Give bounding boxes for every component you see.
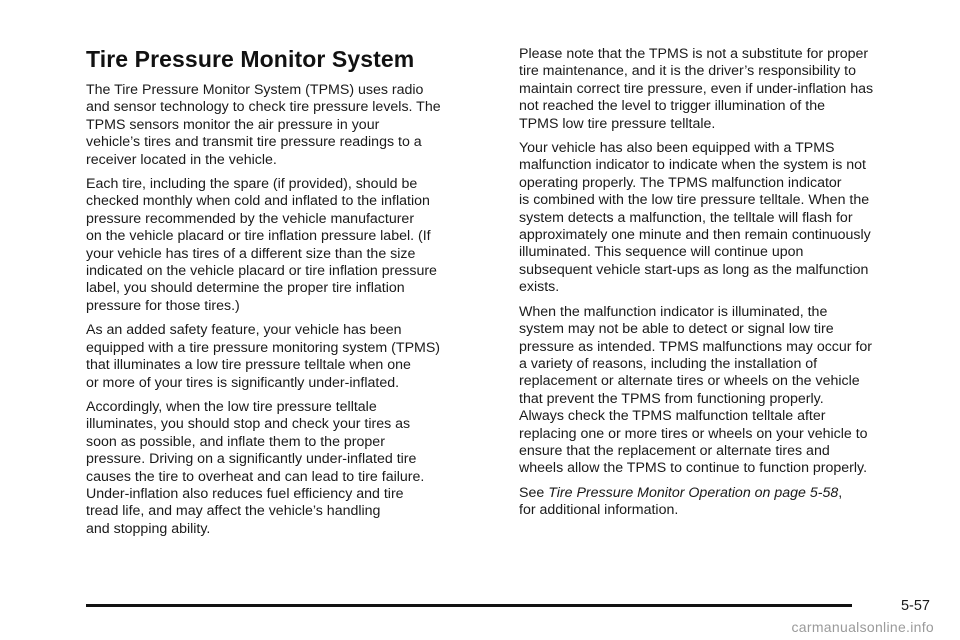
paragraph-malfunction-indicator: Your vehicle has also been equipped with a TPMS malfunction indicator to indicate when the system is not operating properly. The TPMS malfunction indicator is combined with the low tire pressure telltale. When the system detects a malfunction, the telltale will flash for approximately one minute and then remain continuously illuminated. This sequence will continue upon subsequent vehicle start-ups as long as the malfunction exists. — [519, 140, 871, 296]
paragraph-not-substitute: Please note that the TPMS is not a substitute for proper tire maintenance, and it is the driver’s responsibility to maintain correct tire pressure, even if under-inflation has not reached the level to trigger illumination of the TPMS low tire pressure telltale. — [519, 46, 874, 132]
footer-rule — [86, 604, 852, 607]
see-also-suffix: , for additional information. — [519, 484, 843, 519]
watermark-text: carmanualsonline.info — [791, 619, 934, 635]
paragraph-malfunction-illuminated: When the malfunction indicator is illuminated, the system may not be able to detect or signal low tire pressure as intended. TPMS malfunctions may occur for a variety of reasons, including the installation of replacement or alternate tires or wheels on the vehicle that prevent the TPMS from functioning properly. Always check the TPMS malfunction telltale after replacing one or more tires or wheels on your vehicle to ensure that the replacement or alternate tires and wheels allow the TPMS to continue to function properly. — [519, 303, 873, 477]
page-number: 5-57 — [900, 598, 930, 614]
paragraph-monthly-check: Each tire, including the spare (if provided), should be checked monthly when cold and inflated to the inflation pressure recommended by the vehicle manufacturer on the vehicle placard or tire inflation pressure label. (If your vehicle has tires of a different size than the size indicated on the vehicle placard or tire inflation pressure label, you should determine the proper tire inflation pressure for those tires.) — [86, 176, 437, 314]
paragraph-telltale-action: Accordingly, when the low tire pressure telltale illuminates, you should stop and check your tires as soon as possible, and inflate them to the proper pressure. Driving on a significantly under-inflated tire causes the tire to overheat and can lead to tire failure. Under-inflation also reduces fuel efficiency and tire tread life, and may affect the vehicle’s handling and stopping ability. — [86, 398, 425, 537]
section-title: Tire Pressure Monitor System — [86, 46, 415, 72]
cross-reference-link[interactable]: Tire Pressure Monitor Operation on page 5-58 — [548, 484, 839, 501]
paragraph-see-also — [519, 485, 929, 520]
left-column — [86, 46, 494, 545]
paragraph-safety-feature: As an added safety feature, your vehicle has been equipped with a tire pressure monitoring system (TPMS) that illuminates a low tire pressure telltale when one or more of your tires is significantly under-inflated. — [86, 322, 441, 391]
paragraph-tpms-intro: The Tire Pressure Monitor System (TPMS) uses radio and sensor technology to check tire pressure levels. The TPMS sensors monitor the air pressure in your vehicle’s tires and transmit tire pressure readings to a receiver located in the vehicle. — [86, 82, 441, 168]
right-column — [519, 46, 929, 527]
see-also-prefix: See — [519, 484, 549, 501]
